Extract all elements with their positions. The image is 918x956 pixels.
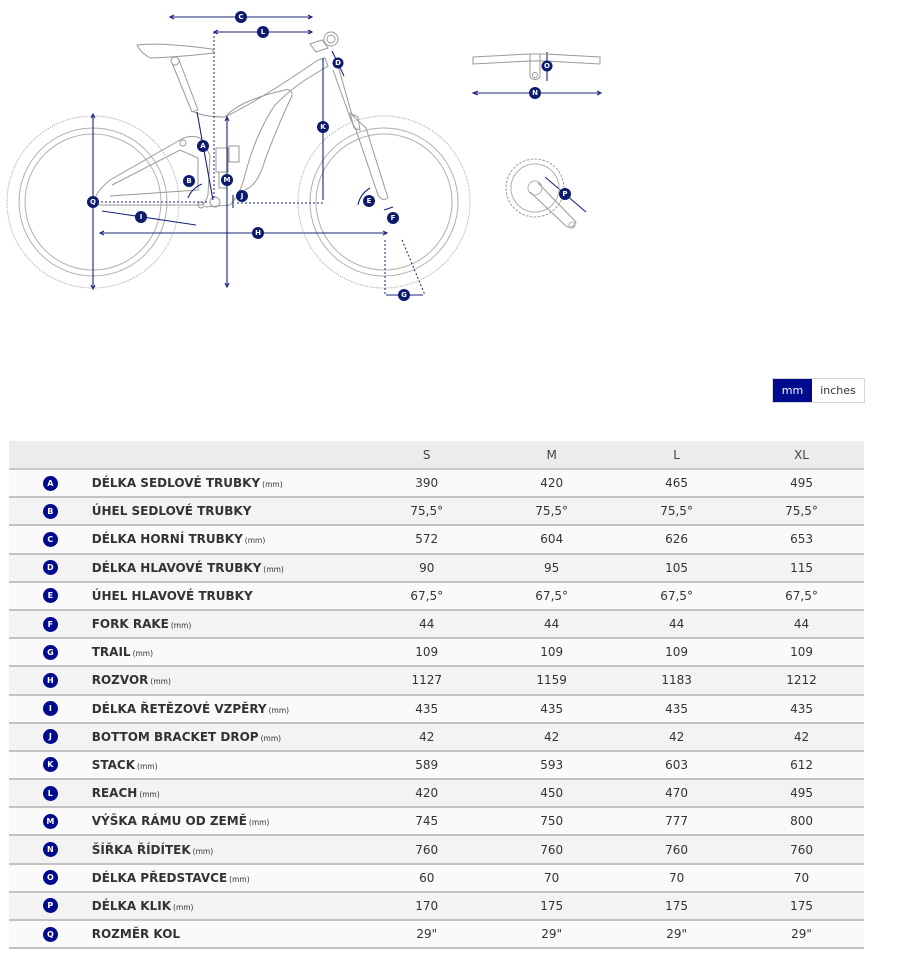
svg-text:D: D bbox=[335, 59, 341, 67]
value-cell: 29" bbox=[489, 920, 614, 948]
label-cell bbox=[92, 835, 365, 863]
value-cell: 44 bbox=[364, 610, 489, 638]
marker-j bbox=[236, 190, 248, 202]
badge-cell bbox=[9, 751, 92, 779]
label-cell bbox=[92, 666, 365, 694]
value-cell: 29" bbox=[614, 920, 739, 948]
header-size-m: M bbox=[489, 441, 614, 469]
dimension-badge: M bbox=[43, 814, 58, 829]
geometry-table-body bbox=[9, 469, 864, 948]
svg-text:E: E bbox=[366, 197, 372, 205]
value-cell: 435 bbox=[364, 695, 489, 723]
unit-label: (mm) bbox=[137, 761, 158, 771]
dimension-badge: L bbox=[43, 786, 58, 801]
value-cell: 175 bbox=[739, 892, 864, 920]
svg-text:F: F bbox=[390, 214, 396, 222]
unit-label: (mm) bbox=[170, 621, 192, 631]
value-cell: 800 bbox=[739, 807, 864, 835]
badge-cell bbox=[9, 469, 92, 497]
value-cell: 29" bbox=[739, 920, 864, 948]
unit-label: (mm) bbox=[263, 564, 284, 574]
table-row bbox=[9, 554, 864, 582]
value-cell: 435 bbox=[739, 695, 864, 723]
header-label bbox=[92, 441, 365, 469]
value-cell: 495 bbox=[739, 779, 864, 807]
handlebar-drawing bbox=[473, 54, 600, 80]
value-cell: 109 bbox=[489, 638, 614, 666]
dimension-badge: G bbox=[43, 645, 58, 660]
table-row bbox=[9, 751, 864, 779]
label-cell bbox=[92, 525, 365, 553]
table-row bbox=[9, 779, 864, 807]
table-row bbox=[9, 920, 864, 948]
value-cell: 760 bbox=[739, 835, 864, 863]
header-size-l: L bbox=[614, 441, 739, 469]
unit-toggle bbox=[772, 378, 865, 403]
dimension-label: STACK bbox=[91, 757, 136, 772]
dimension-label: FORK RAKE bbox=[91, 617, 169, 632]
front-wheel bbox=[298, 116, 470, 288]
badge-cell bbox=[9, 807, 92, 835]
svg-text:C: C bbox=[238, 13, 244, 21]
label-cell bbox=[92, 892, 365, 920]
label-cell bbox=[92, 638, 365, 666]
value-cell: 589 bbox=[364, 751, 489, 779]
label-cell bbox=[92, 497, 365, 525]
label-cell bbox=[92, 864, 365, 892]
unit-label: (mm) bbox=[229, 874, 250, 884]
svg-text:K: K bbox=[320, 123, 326, 131]
svg-text:L: L bbox=[260, 28, 266, 36]
label-cell bbox=[92, 779, 365, 807]
value-cell: 760 bbox=[364, 835, 489, 863]
value-cell: 67,5° bbox=[739, 582, 864, 610]
value-cell: 67,5° bbox=[364, 582, 489, 610]
marker-d bbox=[333, 58, 344, 69]
unit-label: (mm) bbox=[192, 846, 214, 856]
label-cell bbox=[92, 610, 365, 638]
header-badge bbox=[9, 441, 92, 469]
table-row bbox=[9, 666, 864, 694]
value-cell: 465 bbox=[614, 469, 739, 497]
value-cell: 420 bbox=[364, 779, 489, 807]
value-cell: 450 bbox=[489, 779, 614, 807]
marker-c bbox=[235, 11, 247, 23]
unit-label: (mm) bbox=[173, 902, 194, 912]
badge-cell bbox=[9, 666, 92, 694]
svg-text:P: P bbox=[562, 190, 568, 198]
badge-cell bbox=[9, 610, 92, 638]
value-cell: 593 bbox=[489, 751, 614, 779]
table-row bbox=[9, 525, 864, 553]
value-cell: 604 bbox=[489, 525, 614, 553]
value-cell: 626 bbox=[614, 525, 739, 553]
badge-cell bbox=[9, 638, 92, 666]
marker-o bbox=[542, 61, 553, 72]
value-cell: 75,5° bbox=[489, 497, 614, 525]
table-row bbox=[9, 469, 864, 497]
svg-text:O: O bbox=[544, 62, 550, 70]
value-cell: 420 bbox=[489, 469, 614, 497]
value-cell: 435 bbox=[614, 695, 739, 723]
dimension-badge: H bbox=[43, 673, 58, 688]
label-cell bbox=[92, 751, 365, 779]
badge-cell bbox=[9, 864, 92, 892]
marker-h bbox=[252, 227, 264, 239]
label-cell bbox=[92, 807, 365, 835]
table-row bbox=[9, 892, 864, 920]
dimension-label: ÚHEL HLAVOVÉ TRUBKY bbox=[91, 588, 253, 603]
value-cell: 75,5° bbox=[614, 497, 739, 525]
dimension-badge: C bbox=[43, 532, 58, 547]
value-cell: 75,5° bbox=[739, 497, 864, 525]
dimension-badge: N bbox=[43, 842, 58, 857]
value-cell: 44 bbox=[614, 610, 739, 638]
value-cell: 760 bbox=[614, 835, 739, 863]
svg-text:N: N bbox=[532, 89, 538, 97]
table-row bbox=[9, 835, 864, 863]
value-cell: 1127 bbox=[364, 666, 489, 694]
dimension-badge: E bbox=[43, 588, 58, 603]
value-cell: 109 bbox=[364, 638, 489, 666]
badge-cell bbox=[9, 497, 92, 525]
dimension-label: TRAIL bbox=[91, 645, 131, 660]
svg-text:Q: Q bbox=[90, 198, 96, 206]
badge-cell bbox=[9, 835, 92, 863]
value-cell: 1212 bbox=[739, 666, 864, 694]
dimension-badge: D bbox=[43, 560, 58, 575]
value-cell: 777 bbox=[614, 807, 739, 835]
marker-n bbox=[529, 87, 541, 99]
value-cell: 115 bbox=[739, 554, 864, 582]
label-cell bbox=[92, 723, 365, 751]
value-cell: 170 bbox=[364, 892, 489, 920]
dimension-label: DÉLKA HLAVOVÉ TRUBKY bbox=[91, 560, 262, 575]
value-cell: 470 bbox=[614, 779, 739, 807]
svg-text:G: G bbox=[401, 291, 407, 299]
marker-g bbox=[398, 289, 410, 301]
value-cell: 70 bbox=[614, 864, 739, 892]
table-row bbox=[9, 638, 864, 666]
table-row bbox=[9, 695, 864, 723]
dimension-label: DÉLKA KLIK bbox=[91, 898, 172, 913]
badge-cell bbox=[9, 525, 92, 553]
value-cell: 175 bbox=[614, 892, 739, 920]
dimension-label: ROZVOR bbox=[91, 673, 149, 688]
value-cell: 60 bbox=[364, 864, 489, 892]
table-row bbox=[9, 610, 864, 638]
value-cell: 105 bbox=[614, 554, 739, 582]
value-cell: 1183 bbox=[614, 666, 739, 694]
svg-text:M: M bbox=[223, 176, 231, 184]
marker-b bbox=[183, 175, 195, 187]
value-cell: 390 bbox=[364, 469, 489, 497]
dimension-label: ROZMĚR KOL bbox=[91, 927, 181, 942]
value-cell: 70 bbox=[739, 864, 864, 892]
marker-a bbox=[197, 140, 209, 152]
dimension-badge: K bbox=[43, 757, 58, 772]
dimension-label: DÉLKA HORNÍ TRUBKY bbox=[91, 532, 243, 547]
table-row bbox=[9, 497, 864, 525]
label-cell bbox=[92, 554, 365, 582]
badge-cell bbox=[9, 695, 92, 723]
value-cell: 745 bbox=[364, 807, 489, 835]
table-row bbox=[9, 807, 864, 835]
value-cell: 572 bbox=[364, 525, 489, 553]
svg-text:A: A bbox=[200, 142, 206, 150]
marker-k bbox=[317, 121, 329, 133]
label-cell bbox=[92, 469, 365, 497]
dimension-badge: F bbox=[43, 617, 58, 632]
dimension-label: BOTTOM BRACKET DROP bbox=[91, 729, 259, 744]
value-cell: 1159 bbox=[489, 666, 614, 694]
marker-l bbox=[257, 26, 269, 38]
marker-p bbox=[559, 188, 571, 200]
marker-m bbox=[221, 174, 233, 186]
dimension-label: REACH bbox=[91, 786, 138, 801]
header-size-s: S bbox=[364, 441, 489, 469]
unit-inches-button[interactable]: inches bbox=[812, 379, 864, 402]
svg-text:J: J bbox=[240, 192, 244, 200]
dimension-badge: I bbox=[43, 701, 58, 716]
unit-label: (mm) bbox=[262, 480, 283, 490]
value-cell: 175 bbox=[489, 892, 614, 920]
dimension-badge: A bbox=[43, 476, 58, 491]
dimension-label: DÉLKA SEDLOVÉ TRUBKY bbox=[91, 476, 261, 491]
unit-label: (mm) bbox=[132, 649, 154, 659]
value-cell: 67,5° bbox=[614, 582, 739, 610]
svg-text:B: B bbox=[186, 177, 192, 185]
unit-label: (mm) bbox=[150, 677, 171, 687]
unit-label: (mm) bbox=[260, 733, 282, 743]
svg-text:I: I bbox=[139, 213, 143, 221]
value-cell: 42 bbox=[489, 723, 614, 751]
unit-label: (mm) bbox=[248, 818, 270, 828]
table-header-row bbox=[9, 441, 864, 469]
dimension-badge: O bbox=[43, 870, 58, 885]
label-cell bbox=[92, 695, 365, 723]
value-cell: 67,5° bbox=[489, 582, 614, 610]
label-cell bbox=[92, 582, 365, 610]
value-cell: 44 bbox=[489, 610, 614, 638]
badge-cell bbox=[9, 779, 92, 807]
value-cell: 109 bbox=[614, 638, 739, 666]
svg-text:H: H bbox=[255, 229, 261, 237]
dimension-label: ÚHEL SEDLOVÉ TRUBKY bbox=[91, 504, 252, 519]
value-cell: 750 bbox=[489, 807, 614, 835]
badge-cell bbox=[9, 723, 92, 751]
value-cell: 42 bbox=[364, 723, 489, 751]
dimension-badge: J bbox=[43, 729, 58, 744]
value-cell: 95 bbox=[489, 554, 614, 582]
unit-label: (mm) bbox=[139, 790, 160, 800]
value-cell: 109 bbox=[739, 638, 864, 666]
unit-mm-button[interactable]: mm bbox=[773, 379, 812, 402]
value-cell: 90 bbox=[364, 554, 489, 582]
value-cell: 29" bbox=[364, 920, 489, 948]
value-cell: 75,5° bbox=[364, 497, 489, 525]
label-cell bbox=[92, 920, 365, 948]
marker-f bbox=[387, 212, 399, 224]
geometry-table bbox=[9, 441, 864, 949]
value-cell: 70 bbox=[489, 864, 614, 892]
dimension-badge: B bbox=[43, 504, 58, 519]
badge-cell bbox=[9, 554, 92, 582]
dimension-label: DÉLKA PŘEDSTAVCE bbox=[91, 870, 228, 885]
table-row bbox=[9, 723, 864, 751]
value-cell: 760 bbox=[489, 835, 614, 863]
unit-label: (mm) bbox=[268, 705, 290, 715]
table-row bbox=[9, 864, 864, 892]
bike-geometry-diagram bbox=[0, 0, 640, 320]
badge-cell bbox=[9, 582, 92, 610]
dimension-label: ŠÍŘKA ŘÍDÍTEK bbox=[91, 842, 191, 857]
marker-e bbox=[363, 195, 375, 207]
value-cell: 42 bbox=[739, 723, 864, 751]
unit-label: (mm) bbox=[244, 536, 266, 546]
marker-i bbox=[135, 211, 147, 223]
value-cell: 612 bbox=[739, 751, 864, 779]
badge-cell bbox=[9, 920, 92, 948]
bike-frame bbox=[95, 32, 388, 208]
dimension-badge: Q bbox=[43, 927, 58, 942]
table-row bbox=[9, 582, 864, 610]
header-size-xl: XL bbox=[739, 441, 864, 469]
dimension-label: VÝŠKA RÁMU OD ZEMĚ bbox=[91, 814, 247, 829]
badge-cell bbox=[9, 892, 92, 920]
value-cell: 603 bbox=[614, 751, 739, 779]
value-cell: 495 bbox=[739, 469, 864, 497]
dimension-label: DÉLKA ŘETĚZOVÉ VZPĚRY bbox=[91, 701, 267, 716]
marker-q bbox=[87, 196, 99, 208]
value-cell: 44 bbox=[739, 610, 864, 638]
dimension-badge: P bbox=[43, 898, 58, 913]
value-cell: 653 bbox=[739, 525, 864, 553]
value-cell: 435 bbox=[489, 695, 614, 723]
value-cell: 42 bbox=[614, 723, 739, 751]
